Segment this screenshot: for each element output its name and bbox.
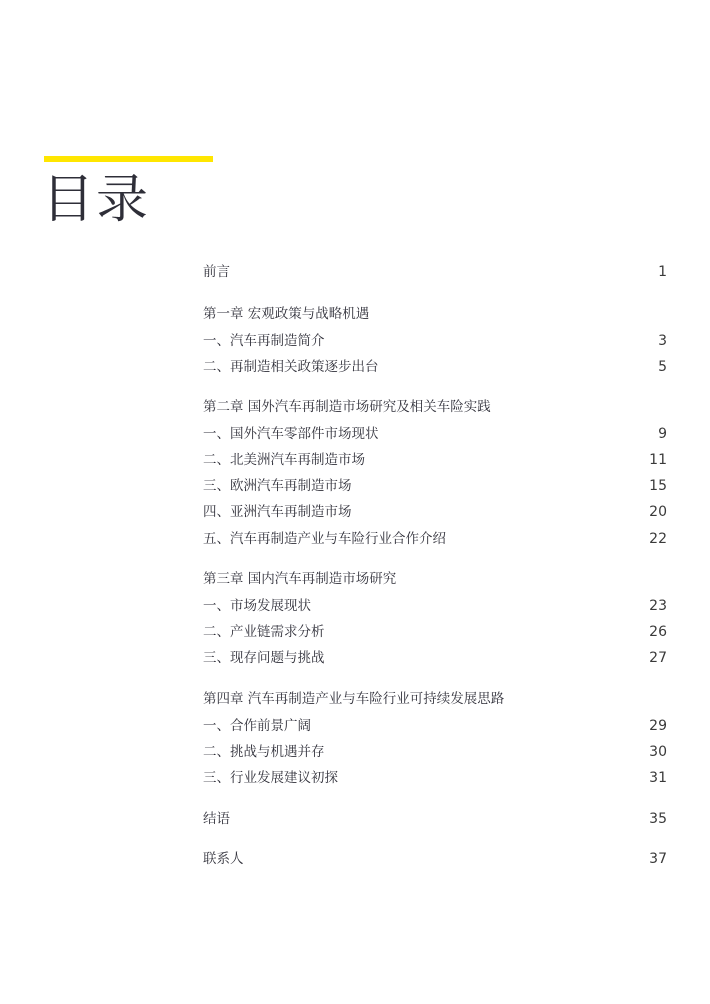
toc-entry-label: 二、北美洲汽车再制造市场: [203, 452, 365, 468]
toc-entry-label: 四、亚洲汽车再制造市场: [203, 504, 352, 520]
toc-entry[interactable]: [203, 331, 667, 351]
toc-entry-label: 二、产业链需求分析: [203, 624, 325, 640]
toc-entry-label: 三、欧洲汽车再制造市场: [203, 478, 352, 494]
toc-entry-label: 二、挑战与机遇并存: [203, 744, 325, 760]
toc-entry[interactable]: [203, 648, 667, 668]
toc-entry[interactable]: [203, 450, 667, 470]
toc-entry[interactable]: [203, 768, 667, 788]
toc-entry-page-number: 30: [649, 744, 667, 760]
toc-entry-page-number: 35: [649, 811, 667, 827]
toc-entry-page-number: 1: [658, 264, 667, 280]
toc-chapter-heading[interactable]: [203, 397, 667, 417]
toc-entry-label: 第四章 汽车再制造产业与车险行业可持续发展思路: [203, 691, 505, 707]
toc-entry-label: 第三章 国内汽车再制造市场研究: [203, 571, 397, 587]
toc-entry-page-number: 3: [658, 333, 667, 349]
toc-entry-label: 第一章 宏观政策与战略机遇: [203, 306, 370, 322]
toc-entry-label: 三、行业发展建议初探: [203, 770, 338, 786]
toc-entry-page-number: 37: [649, 851, 667, 867]
toc-entry[interactable]: [203, 716, 667, 736]
toc-entry-page-number: 27: [649, 650, 667, 666]
toc-entry-label: 前言: [203, 264, 230, 280]
toc-entry-page-number: 15: [649, 478, 667, 494]
toc-entry-label: 结语: [203, 811, 230, 827]
toc-entry-page-number: 31: [649, 770, 667, 786]
toc-entry[interactable]: [203, 529, 667, 549]
toc-entry-label: 一、市场发展现状: [203, 598, 311, 614]
toc-chapter-heading[interactable]: [203, 569, 667, 589]
toc-entry-label: 一、汽车再制造简介: [203, 333, 325, 349]
toc-entry[interactable]: [203, 502, 667, 522]
toc-entry-label: 三、现存问题与挑战: [203, 650, 325, 666]
toc-entry-label: 二、再制造相关政策逐步出台: [203, 359, 379, 375]
toc-entry-label: 一、国外汽车零部件市场现状: [203, 426, 379, 442]
toc-entry-page-number: 29: [649, 718, 667, 734]
toc-entry-label: 联系人: [203, 851, 244, 867]
toc-entry[interactable]: [203, 742, 667, 762]
toc-entry-page-number: 11: [649, 452, 667, 468]
toc-entry-page-number: 5: [658, 359, 667, 375]
toc-entry-label: 五、汽车再制造产业与车险行业合作介绍: [203, 531, 446, 547]
toc-entry[interactable]: [203, 424, 667, 444]
toc-entry-preface[interactable]: [203, 262, 667, 282]
toc-entry-label: 第二章 国外汽车再制造市场研究及相关车险实践: [203, 399, 491, 415]
toc-entry-label: 一、合作前景广阔: [203, 718, 311, 734]
toc-entry-page-number: 26: [649, 624, 667, 640]
toc-entry-conclusion[interactable]: [203, 809, 667, 829]
page-title: 目录: [42, 170, 151, 230]
toc-entry[interactable]: [203, 622, 667, 642]
toc-chapter-heading[interactable]: [203, 304, 667, 324]
toc-entry-contacts[interactable]: [203, 849, 667, 869]
toc-chapter-heading[interactable]: [203, 689, 667, 709]
toc-entry-page-number: 23: [649, 598, 667, 614]
toc-entry[interactable]: [203, 357, 667, 377]
toc-entry-page-number: 9: [658, 426, 667, 442]
toc-entry-page-number: 20: [649, 504, 667, 520]
toc-entry-page-number: 22: [649, 531, 667, 547]
toc-entry[interactable]: [203, 476, 667, 496]
toc-entry[interactable]: [203, 596, 667, 616]
